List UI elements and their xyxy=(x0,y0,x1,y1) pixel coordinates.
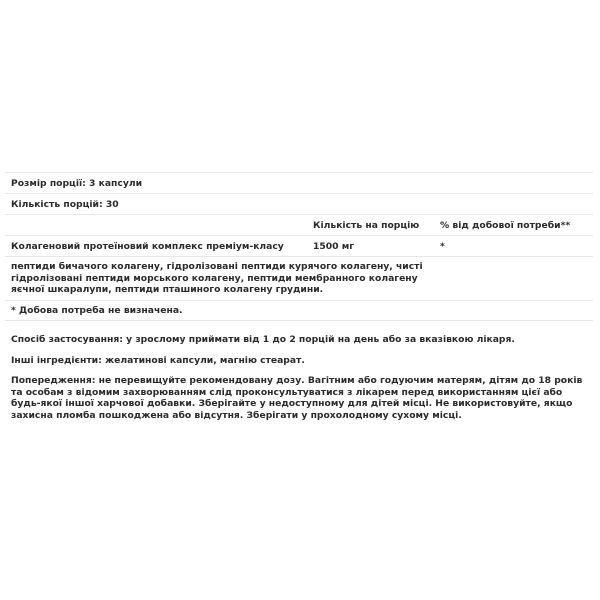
table-row xyxy=(5,235,593,256)
ingredient-name: Колагеновий протеїновий комплекс преміум-класу xyxy=(11,240,284,252)
servings-count-row xyxy=(5,193,593,214)
composition-text: пептиди бичачого колагену, гідролізовані пептиди курячого колагену, чисті гідролізовані пептиди морського колагену, пептиди мембранного колагену яєчної шкаралупи, пептиди пташиного колагену грудини. xyxy=(11,261,423,295)
serving-size-row xyxy=(5,172,593,193)
usage-text: Спосіб застосування: у зрослому приймати від 1 до 2 порцій на день або за вказівкою лікаря. xyxy=(11,334,515,345)
other-ingredients-text: Інші інгредієнти: желатинові капсули, магнію стеарат. xyxy=(11,354,305,366)
header-amount: Кількість на порцію xyxy=(313,219,420,231)
warning-text: Попередження: не перевищуйте рекомендовану дозу. Вагітним або годуючим матерям, дітям до 18 років та особам з відомим захворюванням слід проконсультуватися з лікарем перед використанням цієї або будь-якої іншої харчової добавки. Зберігайте у недоступному для дітей місці. Не використовуйте, якщо захисна пломба пошкоджена або відсутня. Зберігати у прохолодному сухому місці. xyxy=(11,375,583,421)
ingredient-amount: 1500 мг xyxy=(313,240,355,252)
footnote-text: * Добова потреба не визначена. xyxy=(11,304,183,316)
servings-count: Кількість порцій: 30 xyxy=(11,198,119,210)
footnote-row xyxy=(5,300,593,321)
product-notes xyxy=(11,334,591,430)
serving-size: Розмір порції: 3 капсули xyxy=(11,177,143,189)
supplement-facts-table xyxy=(5,172,593,321)
ingredient-daily-value: * xyxy=(440,240,445,252)
table-header-row xyxy=(5,214,593,235)
composition-row xyxy=(5,256,593,300)
header-daily-value: % від добової потреби** xyxy=(440,219,571,231)
